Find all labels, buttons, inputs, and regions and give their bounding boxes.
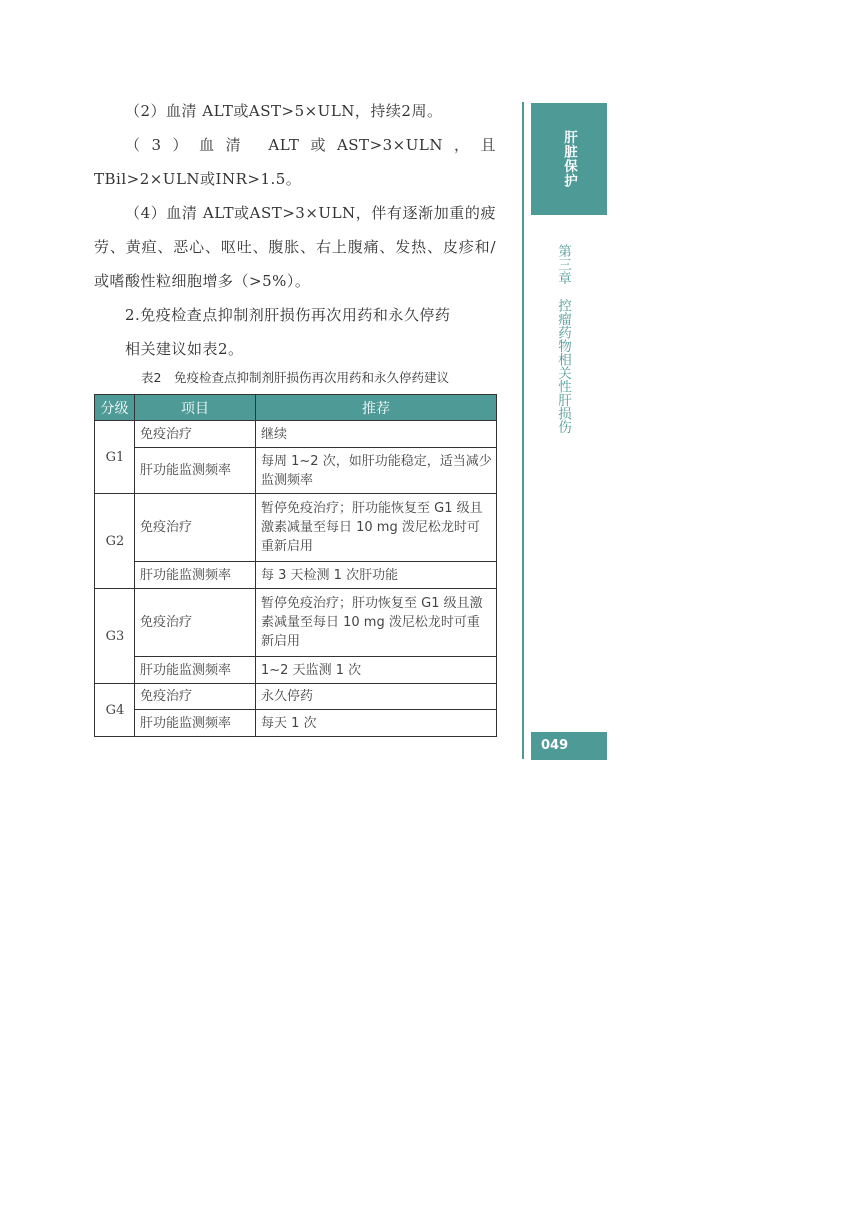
margin-divider-line [522,102,524,759]
chapter-number: 第三章 [555,244,571,285]
chapter-running-head [556,244,570,434]
table-row [95,562,497,589]
table-header-row [95,395,497,421]
recommendation-cell: 每天 1 次 [256,710,497,737]
table-row [95,589,497,657]
table-row [95,448,497,494]
table-row [95,494,497,562]
grade-cell: G3 [95,589,135,684]
table-row [95,684,497,710]
item-cell: 肝功能监测频率 [135,448,256,494]
item-cell: 免疫治疗 [135,589,256,657]
paragraph-criterion-2: （2）血清 ALT或AST>5×ULN，持续2周。 [125,102,443,120]
grade-cell: G1 [95,421,135,494]
recommendation-cell: 每 3 天检测 1 次肝功能 [256,562,497,589]
section-heading: 2.免疫检查点抑制剂肝损伤再次用药和永久停药 [125,306,451,324]
table-row [95,421,497,448]
recommendation-cell: 1~2 天监测 1 次 [256,657,497,684]
item-cell: 肝功能监测频率 [135,562,256,589]
recommendation-cell: 永久停药 [256,684,497,710]
item-cell: 免疫治疗 [135,421,256,448]
item-cell: 肝功能监测频率 [135,657,256,684]
table-row [95,657,497,684]
recommendation-cell: 继续 [256,421,497,448]
section-tab [531,103,607,215]
header-recommendation: 推荐 [256,395,497,421]
table-row [95,710,497,737]
recommendation-cell: 每周 1~2 次，如肝功能稳定，适当减少监测频率 [256,448,497,494]
item-cell: 肝功能监测频率 [135,710,256,737]
table-caption: 表2 免疫检查点抑制剂肝损伤再次用药和永久停药建议 [141,370,449,385]
page-number: 049 [531,732,607,760]
item-cell: 免疫治疗 [135,494,256,562]
recommendation-cell: 暂停免疫治疗；肝功恢复至 G1 级且激素减量至每日 10 mg 泼尼松龙时可重新启用 [256,589,497,657]
header-item: 项目 [135,395,256,421]
grade-cell: G4 [95,684,135,737]
grade-cell: G2 [95,494,135,589]
section-tab-label: 肝脏保护 [561,130,577,188]
header-grade: 分级 [95,395,135,421]
chapter-title: 控瘤药物相关性肝损伤 [555,298,571,434]
paragraph-criterion-4: （4）血清 ALT或AST>3×ULN，伴有逐渐加重的疲劳、黄疸、恶心、呕吐、腹胀、右上腹痛、发热、皮疹和/或嗜酸性粒细胞增多（>5%）。 [94,204,496,290]
recommendation-cell: 暂停免疫治疗；肝功能恢复至 G1 级且激素减量至每日 10 mg 泼尼松龙时可重新启用 [256,494,497,562]
paragraph-criterion-3: （3）血清 ALT或AST>3×ULN，且 TBil>2×ULN或INR>1.5。 [94,136,496,188]
paragraph-table-intro: 相关建议如表2。 [125,340,244,358]
recommendation-table [94,394,497,737]
item-cell: 免疫治疗 [135,684,256,710]
